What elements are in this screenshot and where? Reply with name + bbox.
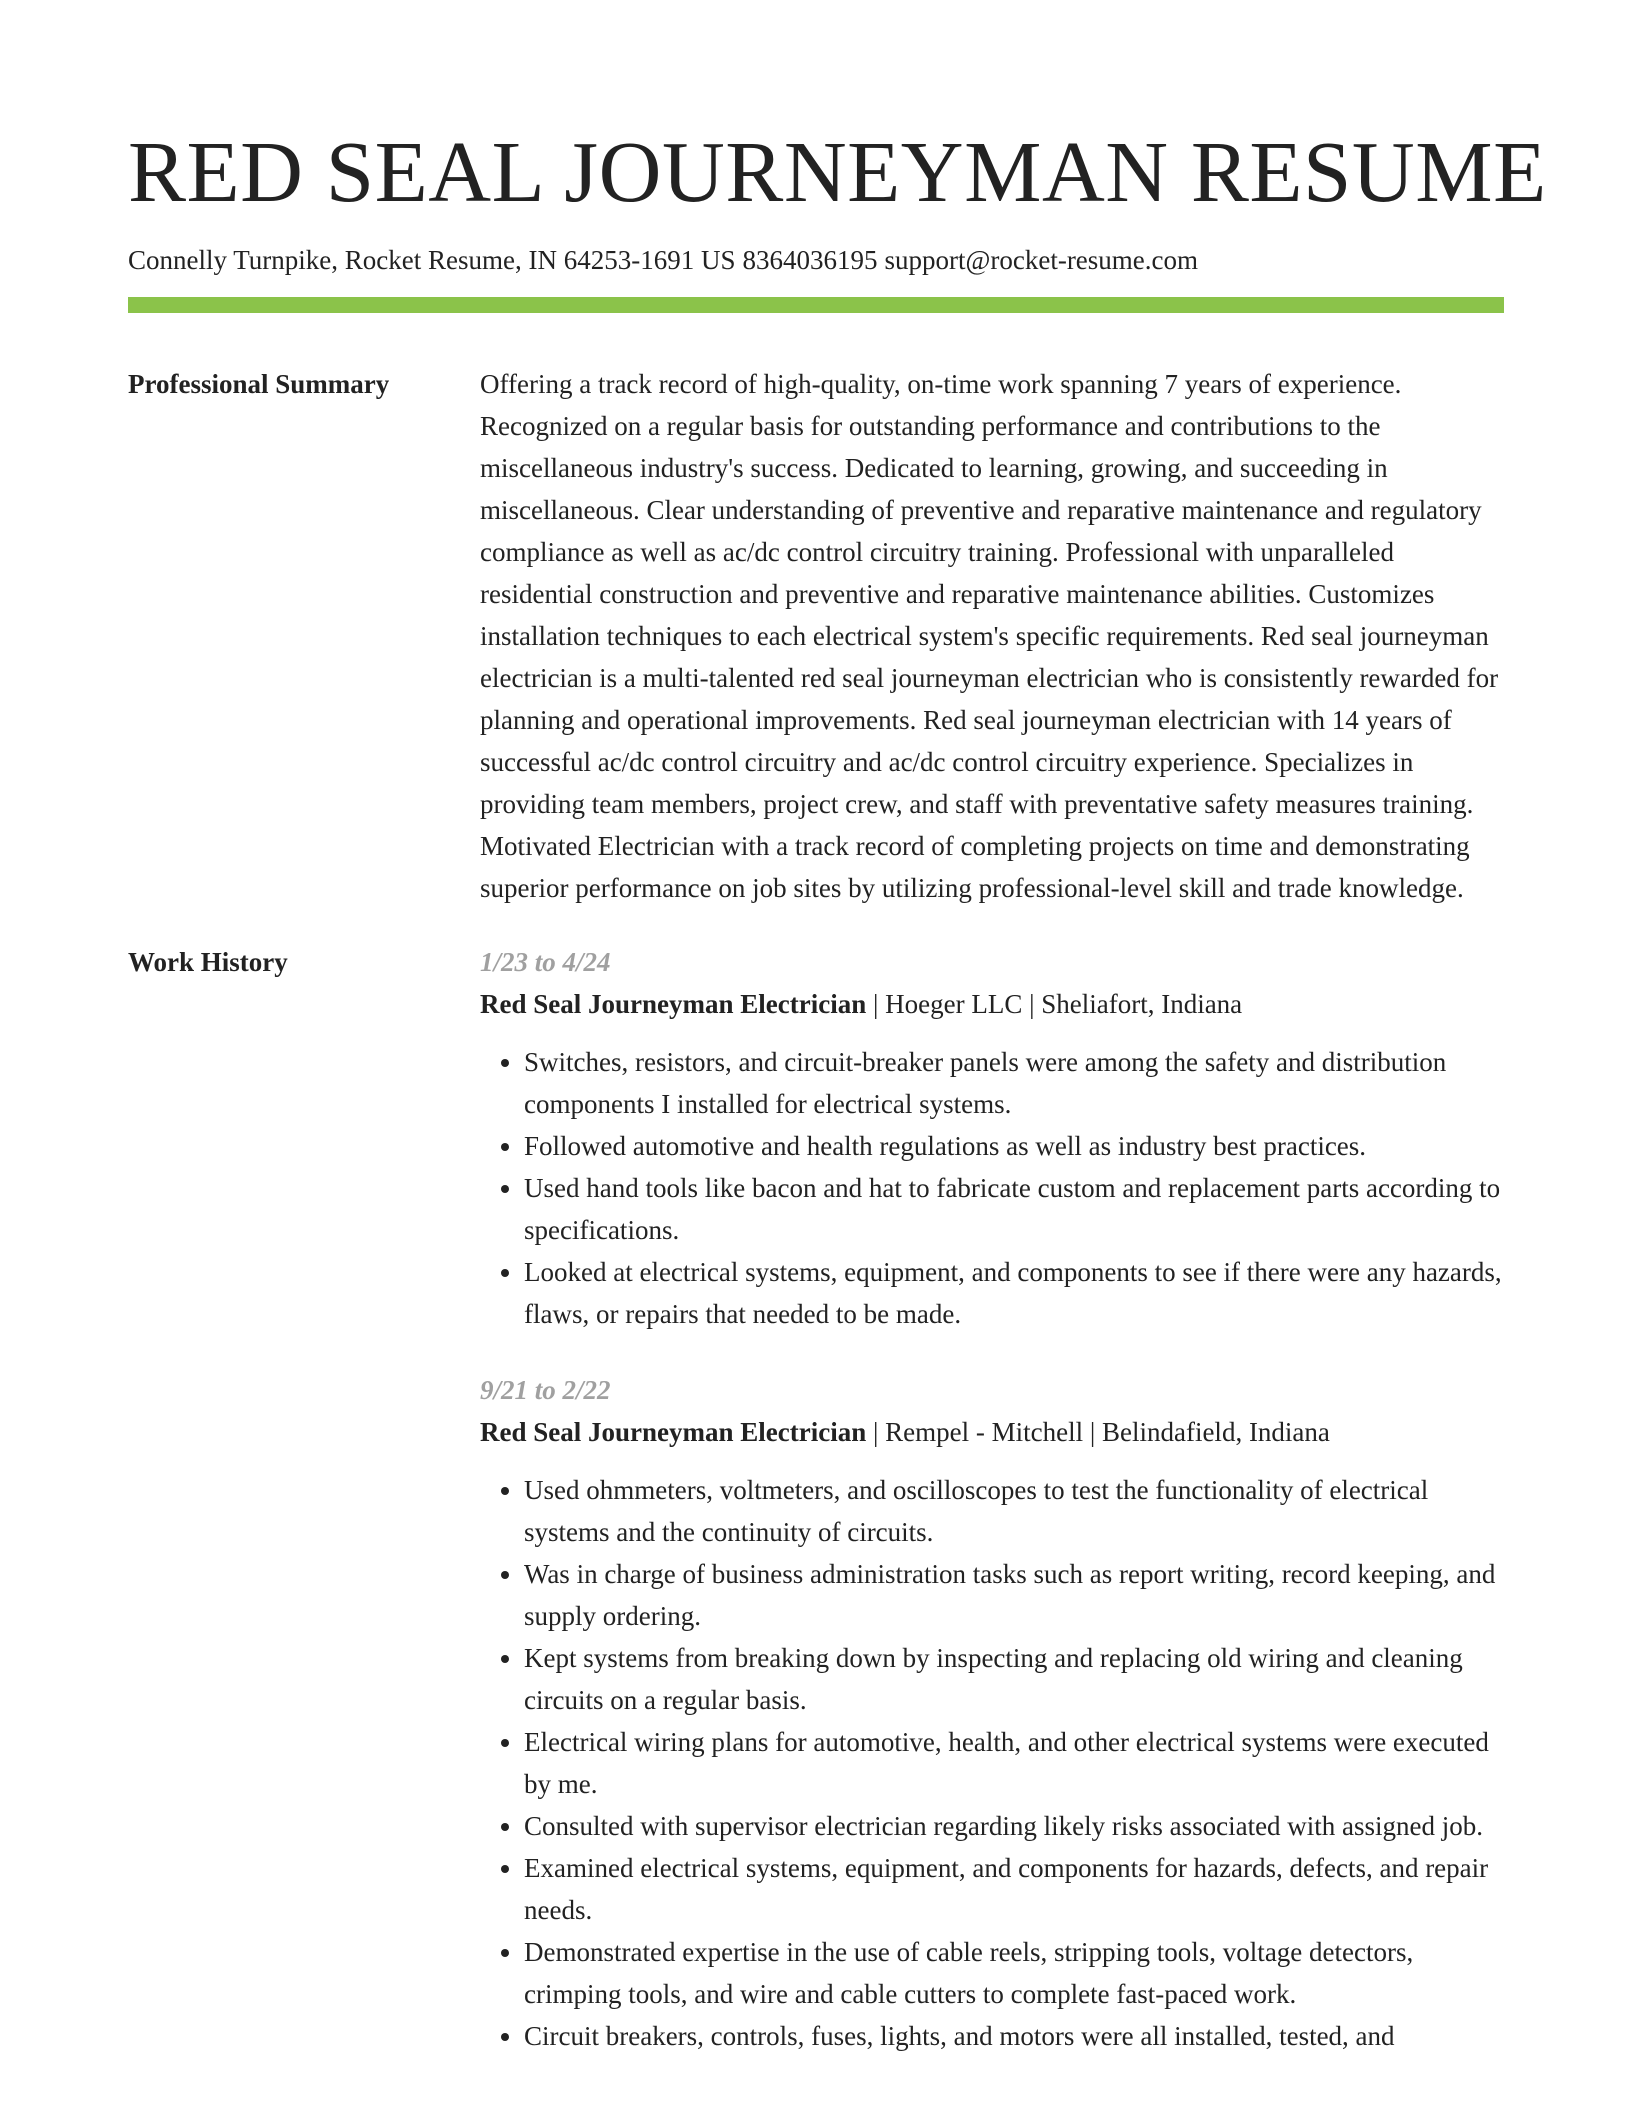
responsibility-item: • Examined electrical systems, equipment, and components for hazards, defects, and repair needs. <box>524 1847 1504 1931</box>
section-heading-summary: Professional Summary <box>128 369 390 399</box>
section-heading-work-history: Work History <box>128 947 288 977</box>
job-entry <box>480 941 1504 1335</box>
summary-paragraph: Offering a track record of high-quality, on-time work spanning 7 years of experience. Recognized on a regular basis for outstanding performance and contributions to the miscellaneous industry's success. Dedicated to learning, growing, and succeeding in miscellaneous. Clear understanding of preventive and reparative maintenance and regulatory compliance as well as ac/dc control circuitry training. Professional with unparalleled residential construction and preventive and reparative maintenance abilities. Customizes installation techniques to each electrical system's specific requirements. Red seal journeyman electrician is a multi-talented red seal journeyman electrician who is consistently rewarded for planning and operational improvements. Red seal journeyman electrician with 14 years of successful ac/dc control circuitry and ac/dc control circuitry experience. Specializes in providing team members, project crew, and staff with preventative safety measures training. Motivated Electrician with a track record of completing projects on time and demonstrating superior performance on job sites by utilizing professional-level skill and trade knowledge. <box>480 369 1499 903</box>
resume-title: RED SEAL JOURNEYMAN RESUME <box>128 123 1547 220</box>
work-history-list <box>480 941 1504 2057</box>
job-dates: 1/23 to 4/24 <box>480 947 611 977</box>
job-dates: 9/21 to 2/22 <box>480 1375 611 1405</box>
responsibility-item: • Used hand tools like bacon and hat to fabricate custom and replacement parts according to specifications. <box>524 1167 1504 1251</box>
contact-address: Connelly Turnpike, Rocket Resume, IN 64253-1691 US <box>128 245 736 275</box>
responsibility-item: • Consulted with supervisor electrician regarding likely risks associated with assigned job. <box>524 1805 1504 1847</box>
resume-page <box>128 0 1547 2057</box>
job-responsibilities <box>480 1469 1504 2057</box>
job-title: Red Seal Journeyman Electrician <box>480 1417 867 1447</box>
responsibility-item: • Kept systems from breaking down by inspecting and replacing old wiring and cleaning circuits on a regular basis. <box>524 1637 1504 1721</box>
job-heading <box>480 983 1504 1025</box>
job-title: Red Seal Journeyman Electrician <box>480 989 867 1019</box>
responsibility-item: • Followed automotive and health regulations as well as industry best practices. <box>524 1125 1504 1167</box>
contact-email: support@rocket-resume.com <box>884 245 1199 275</box>
contact-info <box>128 242 1504 278</box>
responsibility-item: • Switches, resistors, and circuit-breaker panels were among the safety and distribution components I installed for electrical systems. <box>524 1041 1504 1125</box>
responsibility-item: • Was in charge of business administration tasks such as report writing, record keeping, and supply ordering. <box>524 1553 1504 1637</box>
header-divider <box>128 297 1504 313</box>
job-heading <box>480 1411 1504 1453</box>
responsibility-item: • Demonstrated expertise in the use of cable reels, stripping tools, voltage detectors, crimping tools, and wire and cable cutters to complete fast-paced work. <box>524 1931 1504 2015</box>
job-entry <box>480 1369 1504 2057</box>
job-employer-location: | Rempel - Mitchell | Belindafield, Indiana <box>866 1417 1330 1447</box>
job-responsibilities <box>480 1041 1504 1335</box>
professional-summary-section <box>128 363 1504 909</box>
responsibility-item: • Circuit breakers, controls, fuses, lights, and motors were all installed, tested, and <box>524 2015 1504 2057</box>
job-employer-location: | Hoeger LLC | Sheliafort, Indiana <box>866 989 1243 1019</box>
responsibility-item: • Looked at electrical systems, equipment, and components to see if there were any hazards, flaws, or repairs that needed to be made. <box>524 1251 1504 1335</box>
work-history-section <box>128 941 1504 2057</box>
responsibility-item: • Electrical wiring plans for automotive, health, and other electrical systems were executed by me. <box>524 1721 1504 1805</box>
contact-phone: 8364036195 <box>742 245 878 275</box>
responsibility-item: • Used ohmmeters, voltmeters, and oscilloscopes to test the functionality of electrical systems and the continuity of circuits. <box>524 1469 1504 1553</box>
